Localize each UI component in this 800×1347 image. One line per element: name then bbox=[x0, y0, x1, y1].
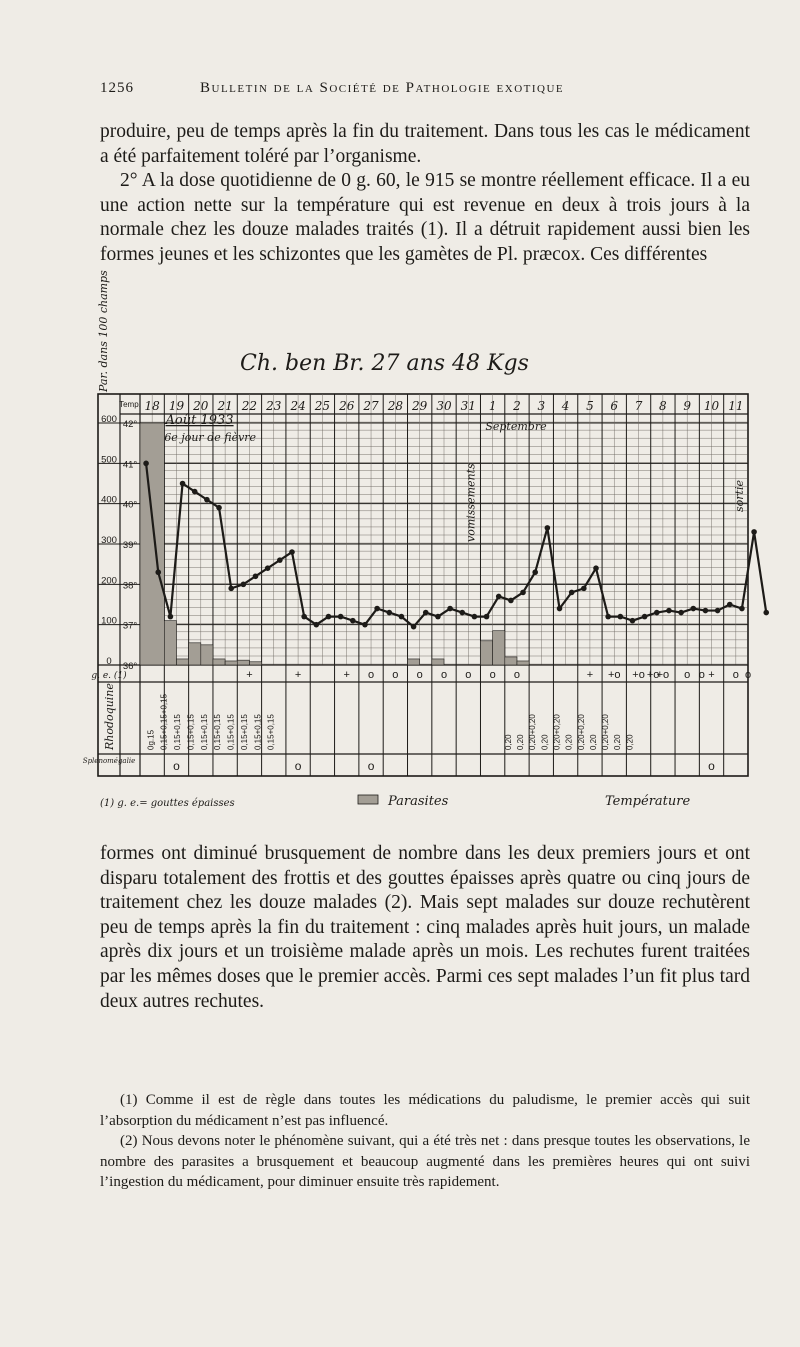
day-label: 7 bbox=[634, 399, 643, 413]
temperature-point bbox=[569, 590, 575, 596]
temperature-point bbox=[630, 618, 636, 624]
day-label: 11 bbox=[728, 399, 744, 413]
temperature-point bbox=[423, 610, 429, 616]
rhodoquine-row-label: Rhodoquine bbox=[103, 683, 116, 750]
day-label: 25 bbox=[314, 399, 331, 413]
parasite-bar bbox=[176, 659, 188, 665]
body-text-bottom bbox=[100, 842, 750, 1014]
day-label: 18 bbox=[144, 399, 160, 413]
day-label: 19 bbox=[168, 399, 185, 413]
ge-mark: o bbox=[367, 669, 375, 681]
day-label: 10 bbox=[703, 399, 720, 413]
temperature-point bbox=[411, 624, 417, 630]
rhodoquine-dose: 0,20 bbox=[515, 734, 525, 750]
temperature-point bbox=[143, 461, 149, 467]
temp-column-header: Temp. bbox=[119, 400, 141, 409]
temperature-point bbox=[350, 618, 356, 624]
parasite-bar bbox=[408, 659, 420, 665]
ge-mark: o bbox=[732, 669, 739, 681]
day-label: 27 bbox=[363, 399, 379, 413]
rhodoquine-dose: 0,15+0,15 bbox=[239, 714, 249, 750]
ge-mark: o bbox=[684, 669, 691, 681]
day-label: 9 bbox=[683, 399, 692, 413]
paragraph: formes ont diminué brusquement de nombre dans les deux premiers jours et ont disparu totalement des frottis et des gouttes épaisses après quatre ou cinq jours de traitement chez les douze malades (2). Mais sept malades sur douze rechutèrent peu de temps après la fin du traitement : cinq malades après huit jours, un malade après dix jours et un troisième malade après un mois. Les rechutes furent traitées par les mêmes doses que le premier accès. Parmi ces sept malades l’un fit plus tard deux autres rechutes. bbox=[100, 843, 750, 1012]
temperature-point bbox=[338, 614, 344, 620]
rhodoquine-dose: 0,20 bbox=[625, 734, 635, 750]
day-label: 30 bbox=[436, 399, 452, 413]
day-label: 21 bbox=[217, 399, 233, 413]
temperature-point bbox=[618, 614, 624, 620]
ge-mark: o bbox=[440, 669, 448, 681]
parasite-tick-label: 600 bbox=[101, 414, 117, 425]
ge-row-label: g. e. (1) bbox=[91, 671, 127, 681]
day-label: 6 bbox=[610, 399, 619, 413]
splen-mark: o bbox=[294, 759, 302, 773]
parasite-tick-label: 400 bbox=[101, 494, 117, 506]
temperature-point bbox=[459, 610, 465, 616]
paragraph: produire, peu de temps après la fin du traitement. Dans tous les cas le médicament a été parfaitement toléré par l’organisme. bbox=[100, 121, 750, 167]
footnote: (2) Nous devons noter le phénomène suivant, qui a été très net : dans presque toutes les observations, le nombre des parasites a brusquement et beaucoup augmenté dans les premières heures qui ont suivi l’ingestion du médicament, pour diminuer ensuite très rapidement. bbox=[100, 1133, 750, 1190]
temperature-point bbox=[484, 614, 490, 620]
ge-mark: + bbox=[708, 669, 715, 681]
rhodoquine-dose: 0,20 bbox=[564, 734, 574, 750]
left-axis-label: Par. dans 100 champs bbox=[97, 270, 110, 392]
ge-mark: o bbox=[489, 669, 496, 681]
day-label: 3 bbox=[537, 399, 546, 413]
ge-mark: o bbox=[465, 669, 472, 681]
legend-ge-note: (1) g. e.= gouttes épaisses bbox=[100, 798, 235, 809]
parasite-bar bbox=[140, 423, 164, 665]
parasite-tick-label: 100 bbox=[101, 615, 117, 627]
rhodoquine-dose: 0,20+0,20 bbox=[601, 714, 611, 750]
parasite-bar bbox=[249, 662, 261, 665]
ge-mark: +o bbox=[632, 669, 645, 681]
temperature-point bbox=[739, 606, 745, 612]
parasite-bar bbox=[480, 641, 492, 665]
temperature-point bbox=[301, 614, 307, 620]
body-text-top bbox=[100, 120, 750, 268]
legend-parasites: Parasites bbox=[388, 794, 449, 809]
rhodoquine-dose: 0,20+0,20 bbox=[552, 714, 562, 750]
temperature-point bbox=[435, 614, 441, 620]
parasite-bar bbox=[164, 621, 176, 665]
parasite-bar bbox=[201, 645, 213, 665]
rhodoquine-dose: 0,15+0,15+0,15 bbox=[159, 693, 169, 750]
temperature-point bbox=[192, 489, 198, 495]
splen-mark: o bbox=[708, 759, 715, 773]
rhodoquine-dose: 0,15+0,15 bbox=[173, 714, 183, 750]
temperature-point bbox=[265, 565, 271, 571]
temperature-point bbox=[703, 608, 709, 614]
ge-mark: +o bbox=[607, 669, 621, 681]
temperature-point bbox=[399, 614, 405, 620]
parasite-bar bbox=[432, 659, 444, 665]
splen-mark: o bbox=[367, 759, 375, 773]
parasite-bar bbox=[493, 631, 505, 665]
day-label: 4 bbox=[561, 399, 570, 413]
splen-mark: o bbox=[173, 759, 180, 773]
temperature-point bbox=[690, 606, 696, 612]
temperature-point bbox=[715, 608, 721, 614]
ge-mark: +o bbox=[656, 669, 670, 681]
ge-mark: + bbox=[246, 669, 253, 681]
temperature-point bbox=[727, 602, 733, 608]
annotation-month-septembre: Septembre bbox=[485, 420, 547, 433]
rhodoquine-dose: 0,20 bbox=[503, 734, 513, 750]
temp-tick-label: 40° bbox=[122, 499, 138, 511]
temp-tick-label: 38° bbox=[122, 580, 138, 592]
temperature-point bbox=[654, 610, 660, 616]
rhodoquine-dose: 0,20 bbox=[613, 734, 623, 750]
parasite-bar bbox=[505, 657, 517, 665]
ge-mark: o bbox=[513, 669, 521, 681]
footnotes bbox=[100, 1090, 750, 1193]
splen-row-label: Splenomégalie bbox=[82, 757, 136, 765]
temperature-point bbox=[241, 582, 247, 588]
temp-tick-label: 42° bbox=[122, 419, 138, 430]
temperature-chart bbox=[82, 270, 760, 822]
footnote: (1) Comme il est de règle dans toutes les médications du paludisme, le premier accès qui suit l’absorption du médicament n’est pas influencé. bbox=[100, 1092, 750, 1129]
parasite-bar bbox=[225, 661, 237, 665]
temperature-point bbox=[374, 606, 380, 612]
rhodoquine-dose: 0,20 bbox=[588, 734, 598, 750]
day-label: 20 bbox=[193, 399, 209, 413]
temperature-point bbox=[447, 606, 453, 612]
annotation-month-aout: Août 1933 bbox=[165, 413, 234, 428]
temperature-point bbox=[326, 614, 332, 620]
legend-temperature: Température bbox=[605, 794, 691, 809]
temperature-point bbox=[581, 586, 587, 592]
temperature-point bbox=[289, 549, 295, 555]
day-label: 26 bbox=[339, 399, 355, 413]
parasite-bar bbox=[213, 659, 225, 665]
temperature-point bbox=[314, 622, 320, 628]
temperature-point bbox=[277, 557, 283, 563]
parasite-bar bbox=[237, 660, 249, 665]
temperature-point bbox=[168, 614, 174, 620]
rhodoquine-dose: 0,15+0,15 bbox=[266, 714, 276, 750]
ge-mark: o bbox=[698, 669, 705, 681]
rhodoquine-dose: 0,20+0,20 bbox=[528, 714, 538, 750]
paragraph: 2° A la dose quotidienne de 0 g. 60, le 915 se montre réellement efficace. Il a eu une action nette sur la température qui est revenue en deux à trois jours à la normale chez les douze malades traités (1). Il a détruit rapidement aussi bien les formes jeunes et les schizontes que les gamètes de Pl. præcox. Ces différentes bbox=[100, 170, 750, 265]
rhodoquine-dose: 0,15+0,15 bbox=[226, 714, 236, 750]
temperature-point bbox=[642, 614, 648, 620]
running-title: Bulletin de la Société de Pathologie exotique bbox=[200, 80, 565, 96]
legend-parasite-swatch bbox=[358, 795, 378, 804]
temp-tick-label: 39° bbox=[122, 540, 138, 551]
chart-title: Ch. ben Br. 27 ans 48 Kgs bbox=[240, 351, 529, 376]
temperature-point bbox=[508, 598, 514, 604]
temperature-point bbox=[751, 529, 757, 535]
temperature-point bbox=[155, 569, 161, 575]
day-label: 8 bbox=[659, 399, 667, 413]
day-label: 29 bbox=[412, 399, 428, 413]
rhodoquine-dose: 0,20 bbox=[540, 734, 550, 750]
day-label: 22 bbox=[241, 399, 258, 413]
temperature-point bbox=[180, 481, 186, 487]
temperature-point bbox=[204, 497, 210, 503]
parasite-tick-label: 0 bbox=[106, 656, 112, 667]
temperature-point bbox=[253, 573, 259, 579]
parasite-tick-label: 300 bbox=[101, 535, 117, 546]
temperature-point bbox=[545, 525, 551, 531]
ge-mark: o bbox=[744, 669, 752, 681]
ge-mark: o bbox=[392, 669, 399, 681]
ge-mark: + bbox=[586, 669, 594, 681]
temperature-point bbox=[666, 608, 672, 614]
temperature-point bbox=[520, 590, 526, 596]
day-label: 23 bbox=[266, 399, 282, 413]
chart-svg bbox=[82, 270, 760, 822]
ge-mark: + bbox=[343, 669, 350, 681]
page-number: 1256 bbox=[100, 80, 134, 96]
day-label: 1 bbox=[488, 399, 497, 413]
ge-mark: o bbox=[416, 669, 423, 681]
day-label: 2 bbox=[513, 399, 521, 413]
day-label: 28 bbox=[387, 399, 404, 413]
parasite-bar bbox=[189, 643, 201, 665]
temperature-point bbox=[532, 569, 538, 575]
temperature-point bbox=[362, 622, 368, 628]
rhodoquine-dose: 0,20+0,20 bbox=[576, 714, 586, 750]
parasite-tick-label: 500 bbox=[101, 454, 117, 466]
temperature-point bbox=[678, 610, 684, 616]
temperature-point bbox=[386, 610, 392, 616]
temperature-point bbox=[228, 586, 234, 592]
temperature-point bbox=[763, 610, 769, 616]
day-label: 5 bbox=[586, 399, 594, 413]
parasite-tick-label: 200 bbox=[101, 575, 117, 587]
annotation-vomissements: vomissements bbox=[464, 463, 478, 542]
temp-tick-label: 36° bbox=[122, 661, 138, 672]
day-label: 31 bbox=[460, 399, 476, 413]
temperature-point bbox=[605, 614, 611, 620]
temperature-point bbox=[216, 505, 222, 511]
rhodoquine-dose: 0g.15 bbox=[146, 729, 156, 750]
ge-mark: +o bbox=[646, 669, 660, 681]
temperature-point bbox=[496, 594, 502, 600]
temperature-point bbox=[593, 565, 599, 571]
temperature-point bbox=[557, 606, 563, 612]
temp-tick-label: 41° bbox=[122, 459, 138, 471]
rhodoquine-dose: 0,15+0,15 bbox=[199, 714, 209, 750]
temp-tick-label: 37° bbox=[122, 620, 138, 632]
day-label: 24 bbox=[290, 399, 306, 413]
temperature-point bbox=[472, 614, 478, 620]
rhodoquine-dose: 0,15+0,15 bbox=[213, 714, 223, 750]
rhodoquine-dose: 0,15+0,15 bbox=[186, 714, 196, 750]
parasite-bar bbox=[517, 661, 529, 665]
ge-mark: + bbox=[294, 669, 302, 681]
annotation-fever-day: 6e jour de fièvre bbox=[164, 431, 257, 444]
annotation-sortie: sortie bbox=[733, 480, 747, 512]
rhodoquine-dose: 0,15+0,15 bbox=[253, 714, 263, 750]
